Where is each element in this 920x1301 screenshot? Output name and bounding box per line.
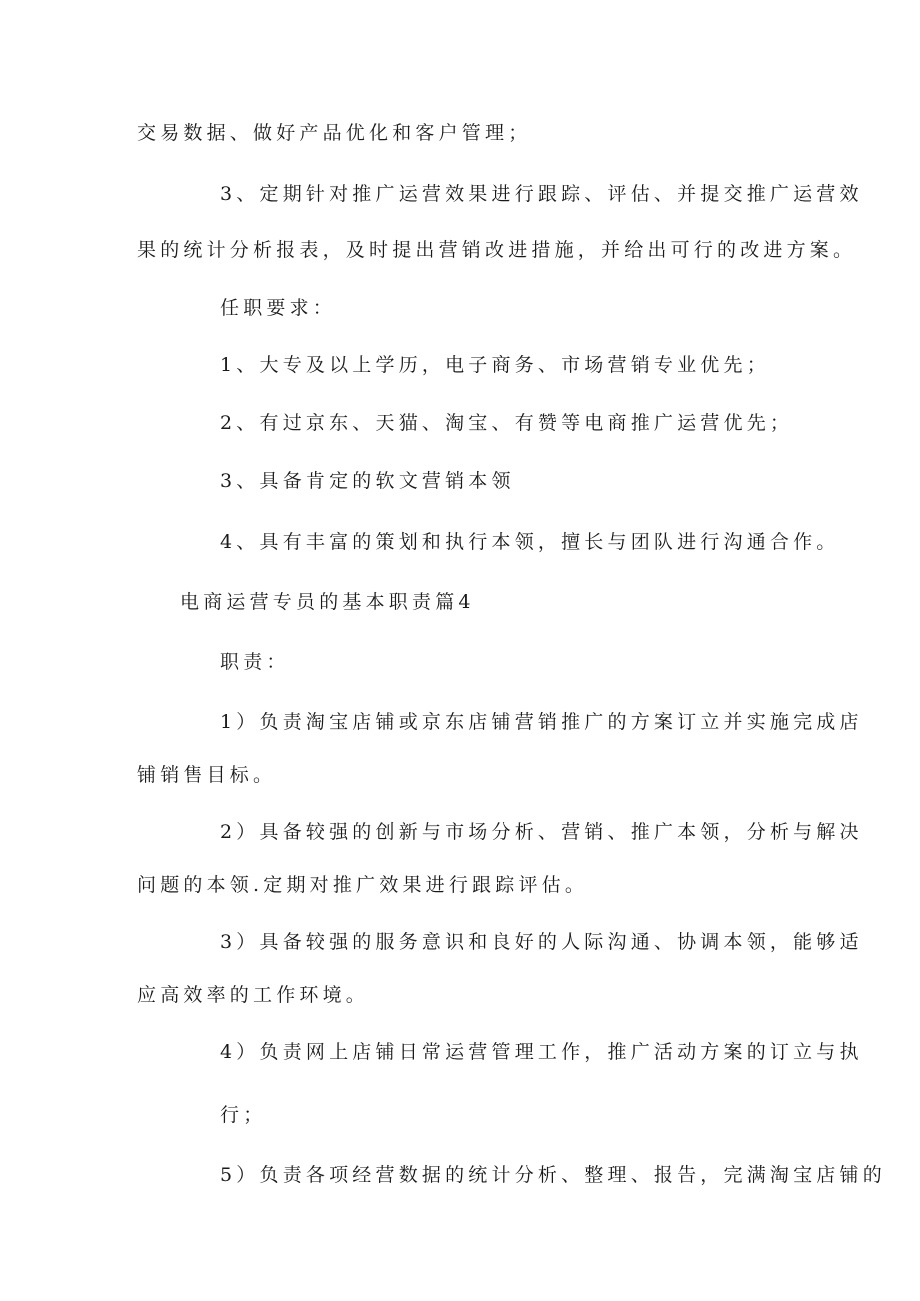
paragraph-line: 应高效率的工作环境。 [137,984,370,1006]
list-item: 2、有过京东、天猫、淘宝、有赞等电商推广运营优先； [220,412,794,434]
list-item: 1）负责淘宝店铺或京东店铺营销推广的方案订立并实施完成店 [220,711,863,733]
paragraph-line: 行； [220,1104,267,1126]
section-heading: 任职要求： [220,297,337,319]
paragraph-line: 问题的本领.定期对推广效果进行跟踪评估。 [137,874,589,896]
list-item: 4）负责网上店铺日常运营管理工作，推广活动方案的订立与执 [220,1041,863,1063]
paragraph-line: 3、定期针对推广运营效果进行跟踪、评估、并提交推广运营效 [220,183,863,205]
paragraph-line: 铺销售目标。 [137,764,277,786]
paragraph-line: 果的统计分析报表，及时提出营销改进措施，并给出可行的改进方案。 [137,239,857,261]
list-item: 2）具备较强的创新与市场分析、营销、推广本领，分析与解决 [220,821,863,843]
list-item: 3、具备肯定的软文营销本领 [220,470,515,492]
paragraph-line: 交易数据、做好产品优化和客户管理； [137,122,532,144]
list-item: 4、具有丰富的策划和执行本领，擅长与团队进行沟通合作。 [220,531,840,553]
list-item: 5）负责各项经营数据的统计分析、整理、报告，完满淘宝店铺的 [220,1164,886,1186]
section-title: 电商运营专员的基本职责篇4 [180,591,475,613]
list-item: 1、大专及以上学历，电子商务、市场营销专业优先； [220,354,770,376]
section-heading: 职责： [220,651,290,673]
list-item: 3）具备较强的服务意识和良好的人际沟通、协调本领，能够适 [220,931,863,953]
